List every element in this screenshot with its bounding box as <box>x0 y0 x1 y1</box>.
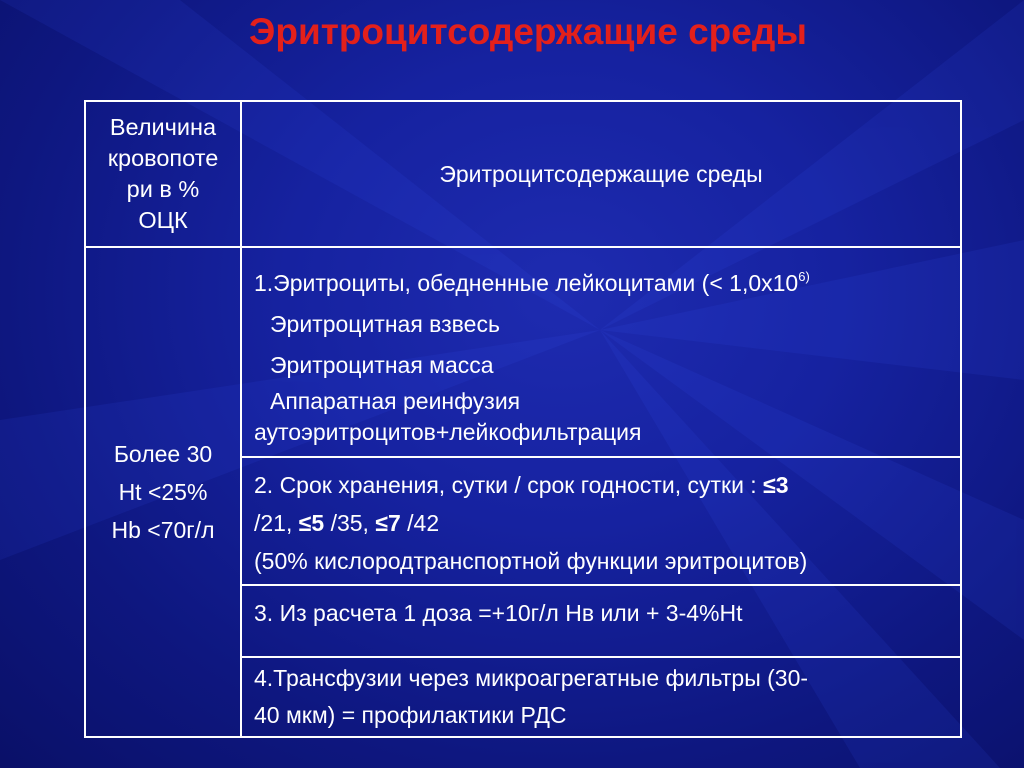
filters-line: 40 мкм) = профилактики РДС <box>254 702 567 728</box>
slide-title: Эритроцитсодержащие среды <box>249 11 807 52</box>
storage-line: /21, ≤5 /35, ≤7 /42 <box>254 510 440 536</box>
filters-line: 4.Трансфузии через микроагрегатные фильтры (30- <box>254 665 809 691</box>
media-line: аутоэритроцитов+лейкофильтрация <box>254 419 642 445</box>
header-left-line: Величина <box>109 114 217 140</box>
header-left-line: ОЦК <box>138 207 188 233</box>
media-line: Эритроцитная масса <box>270 352 494 378</box>
dose-cell: 3. Из расчета 1 доза =+10г/л Нв или + 3-4%Ht <box>241 585 961 657</box>
criteria-line: Более 30 <box>113 441 213 467</box>
header-left-line: ри в % <box>126 176 200 202</box>
media-types-cell <box>241 247 961 457</box>
transfusion-table <box>84 100 962 738</box>
storage-cell <box>241 457 961 585</box>
criteria-line: Hb <70г/л <box>111 517 215 543</box>
header-left-line: кровопоте <box>107 145 219 171</box>
storage-line: (50% кислородтранспортной функции эритроцитов) <box>254 548 808 574</box>
storage-line: 2. Срок хранения, сутки / срок годности, сутки : ≤3 <box>254 472 789 498</box>
table-row <box>85 247 961 457</box>
media-line: 1.Эритроциты, обедненные лейкоцитами (< $1,0х10^{6)}$ <box>254 269 810 296</box>
table-header-row <box>85 101 961 247</box>
media-line: Эритроцитная взвесь <box>270 311 500 337</box>
header-blood-loss-cell <box>85 101 241 247</box>
criteria-line: Ht <25% <box>118 479 208 505</box>
filters-cell <box>241 657 961 737</box>
header-media-cell: Эритроцитсодержащие среды <box>241 101 961 247</box>
media-line: Аппаратная реинфузия <box>270 388 521 414</box>
criteria-cell <box>85 247 241 737</box>
superscript: 6) <box>798 269 810 284</box>
